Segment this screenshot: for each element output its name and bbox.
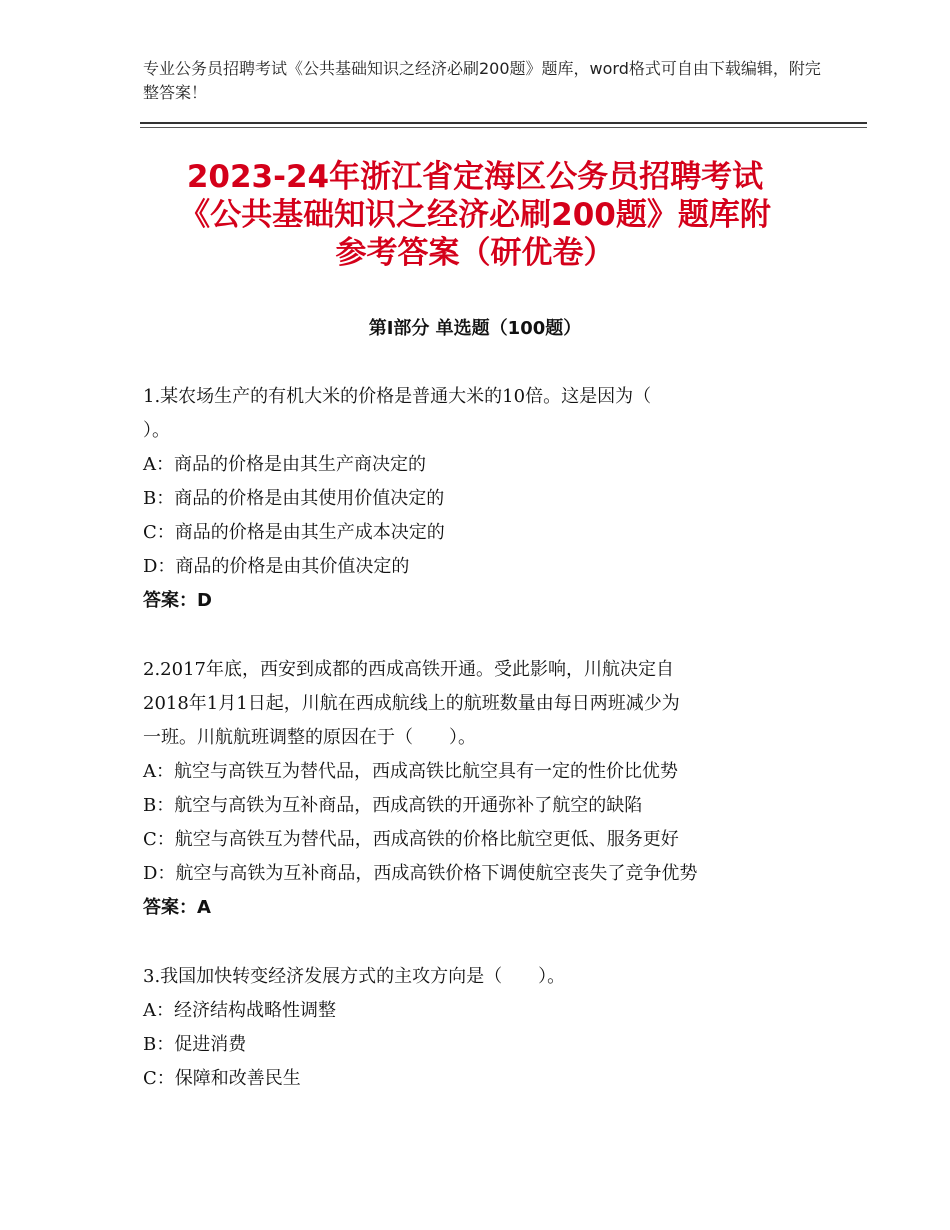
option-a: A：经济结构战略性调整 (143, 1000, 336, 1021)
question-stem: 一班。川航航班调整的原因在于（ ）。 (143, 727, 476, 748)
title-line: 参考答案（研优卷） (335, 235, 615, 271)
question-1 (143, 380, 823, 618)
document-title (120, 158, 830, 272)
option-c: C：航空与高铁互为替代品，西成高铁的价格比航空更低、服务更好 (143, 829, 679, 850)
question-stem: ）。 (143, 420, 170, 441)
option-b: B：商品的价格是由其使用价值决定的 (143, 488, 445, 509)
question-stem: 3.我国加快转变经济发展方式的主攻方向是（ ）。 (143, 966, 566, 987)
header-note: 专业公务员招聘考试《公共基础知识之经济必刷200题》题库，word格式可自由下载编辑，附完整答案！ (143, 59, 821, 102)
question-3 (143, 960, 823, 1096)
question-stem: 1.某农场生产的有机大米的价格是普通大米的10倍。这是因为（ (143, 386, 652, 407)
option-c: C：商品的价格是由其生产成本决定的 (143, 522, 445, 543)
question-2 (143, 653, 823, 925)
option-b: B：航空与高铁为互补商品，西成高铁的开通弥补了航空的缺陷 (143, 795, 643, 816)
section-heading: 第Ⅰ部分 单选题（100题） (368, 318, 582, 339)
option-a: A：商品的价格是由其生产商决定的 (143, 454, 426, 475)
option-c: C：保障和改善民生 (143, 1068, 301, 1089)
question-stem: 2.2017年底，西安到成都的西成高铁开通。受此影响，川航决定自 (143, 659, 674, 680)
header-rule-thick (140, 122, 867, 124)
question-stem: 2018年1月1日起，川航在西成航线上的航班数量由每日两班减少为 (143, 693, 680, 714)
option-b: B：促进消费 (143, 1034, 247, 1055)
answer: 答案：A (143, 897, 211, 918)
option-a: A：航空与高铁互为替代品，西成高铁比航空具有一定的性价比优势 (143, 761, 678, 782)
header-rule-thin (140, 127, 867, 128)
option-d: D：航空与高铁为互补商品，西成高铁价格下调使航空丧失了竞争优势 (143, 863, 698, 884)
answer: 答案：D (143, 590, 212, 611)
option-d: D：商品的价格是由其价值决定的 (143, 556, 410, 577)
title-line: 《公共基础知识之经济必刷200题》题库附 (179, 197, 771, 233)
title-line: 2023-24年浙江省定海区公务员招聘考试 (186, 159, 764, 195)
